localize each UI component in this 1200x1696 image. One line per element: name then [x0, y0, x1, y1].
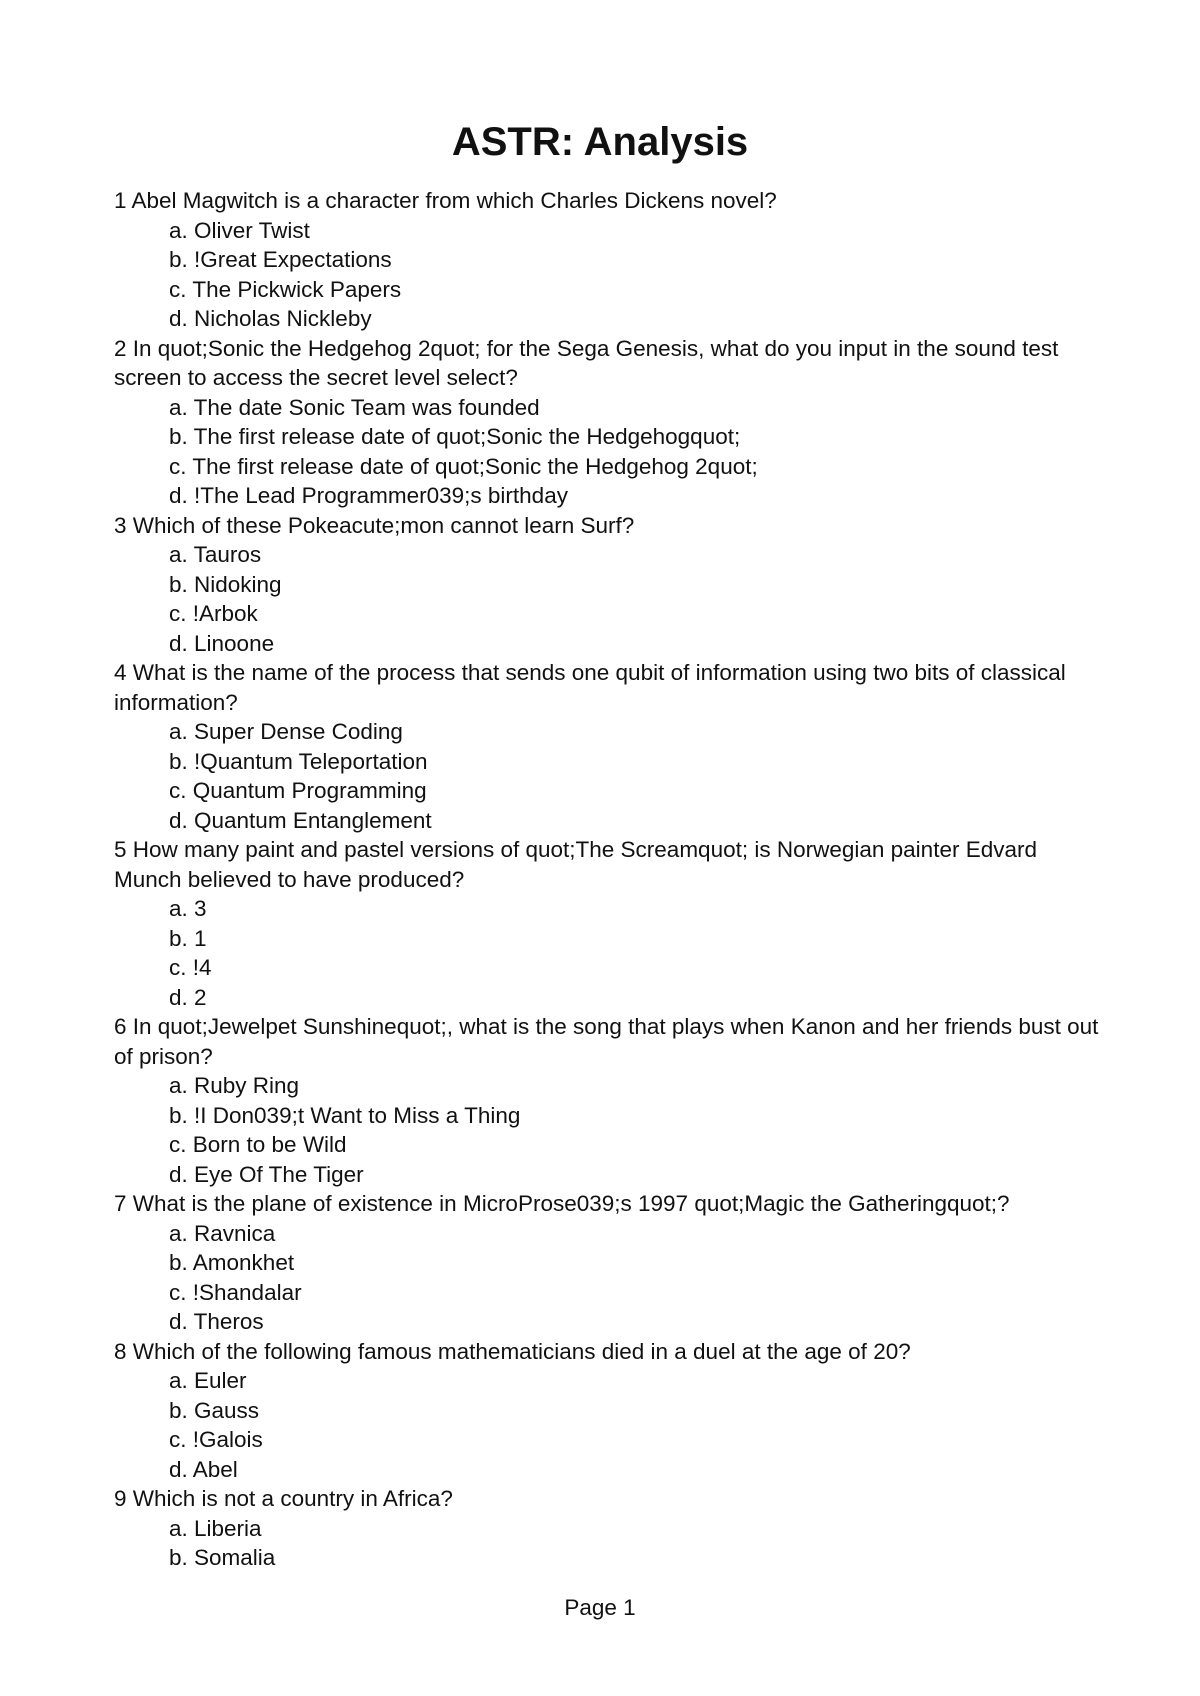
answer-option-d: d. Eye Of The Tiger [169, 1161, 364, 1187]
question-text: 3 Which of these Pokeacute;mon cannot learn Surf? [114, 512, 635, 538]
answer-option-a: a. Euler [169, 1368, 247, 1393]
question-text: 5 How many paint and pastel versions of quot;The Screamquot; is Norwegian painter Edvard Munch believed to have produced? [114, 837, 1037, 892]
answer-option-c: c. !Shandalar [169, 1279, 302, 1305]
page-number: Page 1 [564, 1595, 636, 1620]
answer-option-b: b. Gauss [169, 1397, 260, 1423]
answer-option-a: a. Super Dense Coding [169, 719, 403, 744]
question-3 [114, 511, 1104, 659]
answer-option-d: d. !The Lead Programmer039;s birthday [169, 483, 568, 508]
answer-option-a: a. Ravnica [169, 1220, 276, 1246]
answer-option-c: c. !4 [169, 955, 212, 980]
question-text: 6 In quot;Jewelpet Sunshinequot;, what is the song that plays when Kanon and her friends bust out of prison? [114, 1014, 1099, 1069]
answer-option-c: c. !Arbok [169, 601, 258, 626]
question-5 [114, 835, 1104, 1012]
answer-option-b: b. !Great Expectations [169, 247, 392, 272]
answer-option-a: a. Tauros [169, 542, 262, 567]
answer-option-a: a. Oliver Twist [169, 217, 310, 243]
question-2 [114, 334, 1104, 511]
answer-option-b: b. !Quantum Teleportation [169, 748, 428, 774]
answer-option-a: a. 3 [169, 896, 207, 921]
answer-option-c: c. Born to be Wild [169, 1132, 347, 1157]
answer-option-b: b. 1 [169, 925, 207, 951]
answer-option-b: b. Amonkhet [169, 1250, 295, 1275]
answer-option-d: d. Abel [169, 1456, 238, 1482]
question-4 [114, 658, 1104, 835]
answer-option-b: b. Nidoking [169, 571, 282, 597]
question-text: 1 Abel Magwitch is a character from which Charles Dickens novel? [114, 188, 777, 213]
question-6 [114, 1012, 1104, 1189]
question-list [114, 186, 1104, 1573]
answer-option-b: b. !I Don039;t Want to Miss a Thing [169, 1102, 521, 1128]
question-text: 2 In quot;Sonic the Hedgehog 2quot; for the Sega Genesis, what do you input in the sound test screen to access the secret level select? [114, 335, 1059, 390]
question-text: 7 What is the plane of existence in MicroProse039;s 1997 quot;Magic the Gatheringquot;? [114, 1191, 1010, 1216]
answer-option-a: a. Liberia [169, 1515, 262, 1541]
question-7 [114, 1189, 1104, 1337]
question-text: 8 Which of the following famous mathematicians died in a duel at the age of 20? [114, 1338, 911, 1364]
question-text: 9 Which is not a country in Africa? [114, 1486, 453, 1511]
answer-option-b: b. Somalia [169, 1545, 276, 1570]
answer-option-c: c. The first release date of quot;Sonic the Hedgehog 2quot; [169, 453, 758, 479]
question-1 [114, 186, 1104, 334]
page-title: ASTR: Analysis [451, 120, 749, 164]
answer-option-b: b. The first release date of quot;Sonic the Hedgehogquot; [169, 424, 741, 449]
answer-option-d: d. 2 [169, 984, 207, 1010]
answer-option-d: d. Nicholas Nickleby [169, 306, 372, 331]
answer-option-a: a. Ruby Ring [169, 1073, 300, 1098]
answer-option-d: d. Quantum Entanglement [169, 807, 432, 833]
answer-option-d: d. Linoone [169, 630, 275, 656]
answer-option-c: c. The Pickwick Papers [169, 276, 402, 302]
question-9 [114, 1484, 1104, 1573]
answer-option-a: a. The date Sonic Team was founded [169, 394, 540, 420]
answer-option-d: d. Theros [169, 1309, 264, 1334]
question-8 [114, 1337, 1104, 1485]
answer-option-c: c. !Galois [169, 1427, 263, 1452]
question-text: 4 What is the name of the process that sends one qubit of information using two bits of classical information? [114, 660, 1066, 715]
answer-option-c: c. Quantum Programming [169, 778, 427, 803]
